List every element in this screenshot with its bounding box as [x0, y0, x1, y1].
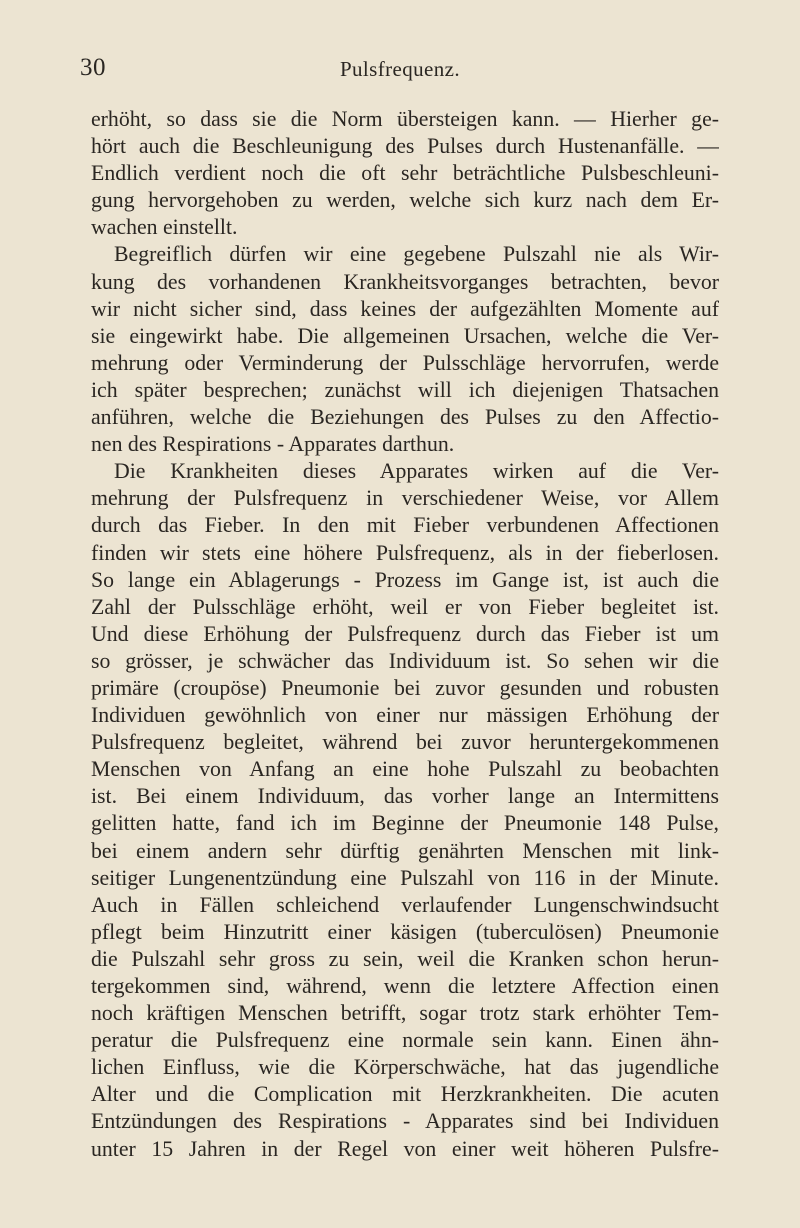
text-line: tergekommen sind, während, wenn die letztere Affection einen [91, 974, 719, 998]
text-line: nen des Respirations - Apparates darthun. [91, 432, 455, 457]
text-line: Begreiflich dürfen wir eine gegebene Pulszahl nie als Wir- [114, 242, 719, 267]
text-line: gung hervorgehoben zu werden, welche sich kurz nach dem Er- [91, 188, 719, 213]
text-line: Und diese Erhöhung der Pulsfrequenz durch das Fieber ist um [91, 621, 719, 646]
text-line: erhöht, so dass sie die Norm übersteigen kann. — Hierher ge- [91, 107, 719, 131]
text-line: Die Krankheiten dieses Apparates wirken auf die Ver- [114, 459, 719, 484]
text-line: primäre (croupöse) Pneumonie bei zuvor gesunden und robusten [91, 675, 719, 700]
text-line: kung des vorhandenen Krankheitsvorganges betrachten, bevor [91, 269, 719, 294]
text-line: mehrung oder Verminderung der Pulsschläge hervorrufen, werde [91, 350, 719, 375]
text-line: mehrung der Pulsfrequenz in verschiedener Weise, vor Allem [91, 486, 719, 511]
text-line: seitiger Lungenentzündung eine Pulszahl von 116 in der Minute. [91, 865, 719, 890]
text-line: Pulsfrequenz begleitet, während bei zuvor heruntergekommenen [91, 730, 719, 755]
text-line: finden wir stets eine höhere Pulsfrequenz, als in der fieberlosen. [91, 540, 719, 565]
text-line: Auch in Fällen schleichend verlaufender Lungenschwindsucht [91, 892, 719, 917]
text-line: bei einem andern sehr dürftig genährten Menschen mit link- [91, 838, 719, 863]
body-text [91, 106, 719, 1163]
text-line: pflegt beim Hinzutritt einer käsigen (tuberculösen) Pneumonie [91, 919, 719, 944]
text-line: so grösser, je schwächer das Individuum ist. So sehen wir die [91, 648, 719, 673]
text-line: Alter und die Complication mit Herzkrankheiten. Die acuten [91, 1082, 719, 1107]
text-line: Zahl der Pulsschläge erhöht, weil er von Fieber begleitet ist. [91, 594, 719, 619]
text-line: Individuen gewöhnlich von einer nur mässigen Erhöhung der [91, 703, 719, 728]
text-line: ich später besprechen; zunächst will ich diejenigen Thatsachen [91, 377, 719, 402]
page-header [0, 54, 800, 84]
page-number: 30 [80, 54, 106, 81]
running-title: Pulsfrequenz. [339, 57, 461, 81]
text-line: anführen, welche die Beziehungen des Pulses zu den Affectio- [91, 405, 719, 430]
text-line: unter 15 Jahren in der Regel von einer weit höheren Pulsfre- [91, 1136, 719, 1161]
text-line: Endlich verdient noch die oft sehr beträchtliche Pulsbeschleuni- [91, 161, 719, 186]
text-line: die Pulszahl sehr gross zu sein, weil die Kranken schon herun- [91, 946, 719, 971]
text-line: sie eingewirkt habe. Die allgemeinen Ursachen, welche die Ver- [91, 323, 719, 348]
text-line: Menschen von Anfang an eine hohe Pulszahl zu beobachten [91, 757, 719, 782]
text-line: Entzündungen des Respirations - Apparates sind bei Individuen [91, 1109, 719, 1134]
text-line: durch das Fieber. In den mit Fieber verbundenen Affectionen [91, 513, 719, 538]
text-line: wir nicht sicher sind, dass keines der aufgezählten Momente auf [91, 296, 719, 321]
text-line: gelitten hatte, fand ich im Beginne der Pneumonie 148 Pulse, [91, 811, 719, 836]
text-line: So lange ein Ablagerungs - Prozess im Gange ist, ist auch die [91, 567, 719, 592]
text-line: noch kräftigen Menschen betrifft, sogar trotz stark erhöhter Tem- [91, 1001, 719, 1026]
text-line: ist. Bei einem Individuum, das vorher lange an Intermittens [91, 784, 719, 809]
text-line: wachen einstellt. [91, 215, 238, 240]
text-line: lichen Einfluss, wie die Körperschwäche, hat das jugendliche [91, 1055, 719, 1080]
text-line: peratur die Pulsfrequenz eine normale sein kann. Einen ähn- [91, 1028, 719, 1053]
text-line: hört auch die Beschleunigung des Pulses durch Hustenanfälle. — [91, 134, 719, 159]
